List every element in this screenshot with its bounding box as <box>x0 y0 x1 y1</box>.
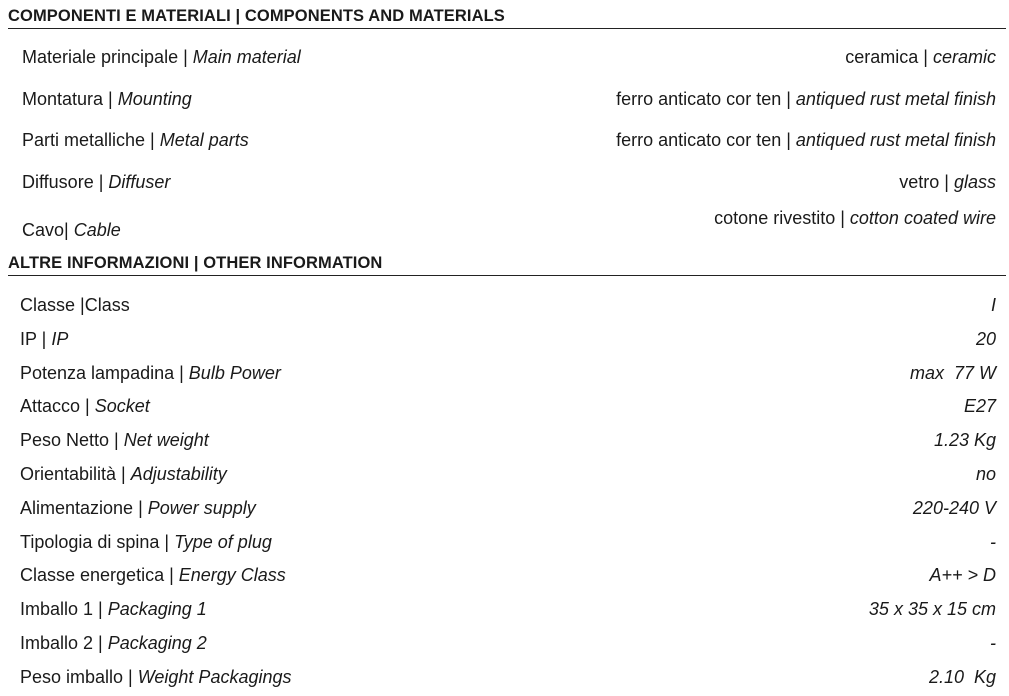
info-value: 1.23 Kg <box>933 430 996 450</box>
info-label: Imballo 2 | Packaging 2 <box>20 633 207 653</box>
spec-value: cotone rivestito | cotton coated wire <box>714 208 996 228</box>
info-row-class <box>20 292 996 318</box>
info-row-adjustability <box>20 461 996 487</box>
info-value: A++ > D <box>929 565 996 585</box>
spec-row-metal-parts <box>22 127 996 153</box>
spec-value: vetro | glass <box>899 172 996 192</box>
components-section-title: COMPONENTI E MATERIALI | COMPONENTS AND MATERIALS <box>8 6 1006 29</box>
info-label: Classe energetica | Energy Class <box>20 565 286 585</box>
info-label: Orientabilità | Adjustability <box>20 464 227 484</box>
info-value: max 77 W <box>909 363 996 383</box>
info-label: Classe |Class <box>20 295 130 315</box>
info-row-packaging-2 <box>20 630 996 656</box>
info-value: I <box>990 295 996 315</box>
spec-value: ferro anticato cor ten | antiqued rust metal finish <box>616 130 996 150</box>
info-row-socket <box>20 393 996 419</box>
info-value: E27 <box>963 396 996 416</box>
other-info-section-title: ALTRE INFORMAZIONI | OTHER INFORMATION <box>8 253 1006 276</box>
spec-label: Parti metalliche | Metal parts <box>22 130 249 150</box>
info-label: Potenza lampadina | Bulb Power <box>20 363 281 383</box>
spec-label: Materiale principale | Main material <box>22 47 301 67</box>
info-value: 35 x 35 x 15 cm <box>868 599 996 619</box>
info-row-packaging-1 <box>20 596 996 622</box>
spec-label: Diffusore | Diffuser <box>22 172 171 192</box>
info-row-plug-type <box>20 529 996 555</box>
spec-row-main-material <box>22 44 996 70</box>
info-row-bulb-power <box>20 360 996 386</box>
info-label: Peso Netto | Net weight <box>20 430 209 450</box>
info-value: 20 <box>975 329 996 349</box>
info-row-ip <box>20 326 996 352</box>
info-row-power-supply <box>20 495 996 521</box>
spec-row-cable <box>22 205 996 243</box>
info-label: Tipologia di spina | Type of plug <box>20 532 272 552</box>
spec-value: ceramica | ceramic <box>845 47 996 67</box>
spec-row-diffuser <box>22 169 996 195</box>
info-value: no <box>975 464 996 484</box>
spec-row-mounting <box>22 86 996 112</box>
info-value: 2.10 Kg <box>928 667 996 687</box>
spec-label: Cavo| Cable <box>22 220 121 240</box>
info-row-net-weight <box>20 427 996 453</box>
info-row-weight-packagings <box>20 664 996 690</box>
info-label: IP | IP <box>20 329 69 349</box>
info-label: Peso imballo | Weight Packagings <box>20 667 292 687</box>
info-value: - <box>990 532 996 552</box>
info-label: Imballo 1 | Packaging 1 <box>20 599 207 619</box>
info-label: Alimentazione | Power supply <box>20 498 256 518</box>
info-value: 220-240 V <box>912 498 996 518</box>
info-value: - <box>990 633 996 653</box>
spec-label: Montatura | Mounting <box>22 89 192 109</box>
spec-value: ferro anticato cor ten | antiqued rust metal finish <box>616 89 996 109</box>
info-label: Attacco | Socket <box>20 396 150 416</box>
info-row-energy-class <box>20 562 996 588</box>
